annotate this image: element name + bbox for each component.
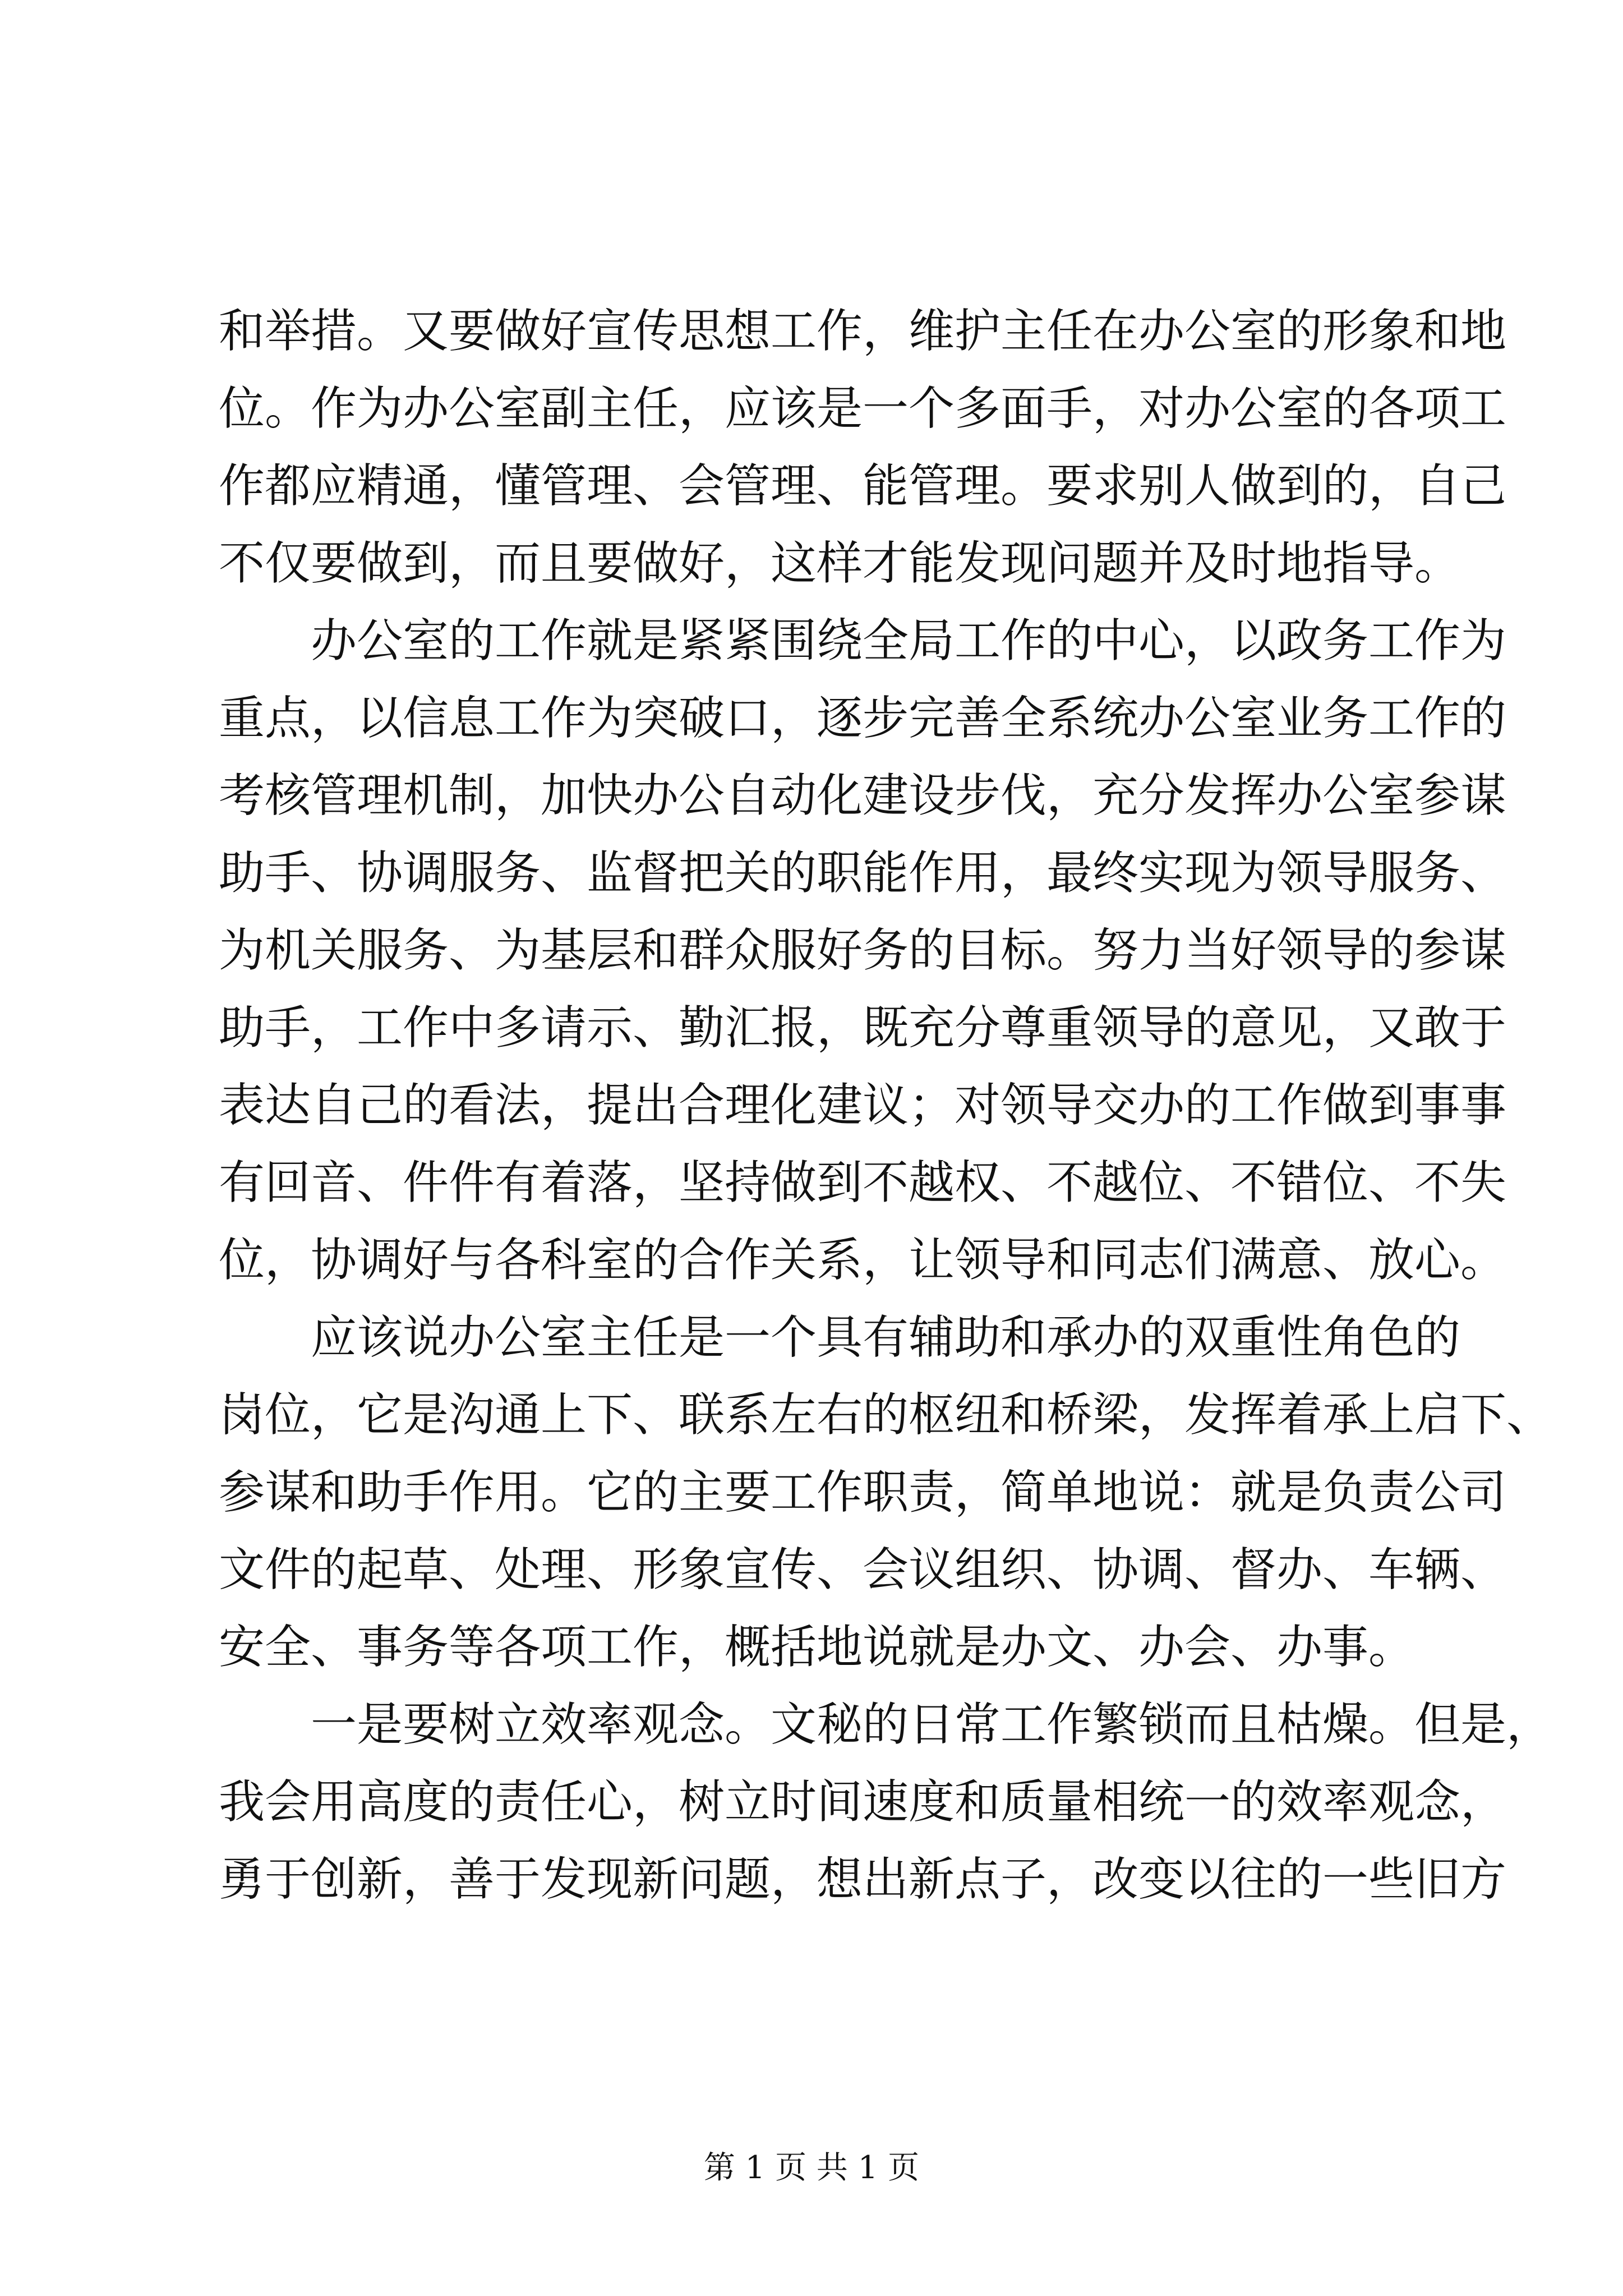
text-line: 勇于创新，善于发现新问题，想出新点子，改变以往的一些旧方 [219, 1853, 1507, 1906]
text-line: 助手，工作中多请示、勤汇报，既充分尊重领导的意见，又敢于 [219, 1001, 1507, 1055]
page-number-footer: 第 1 页 共 1 页 [703, 2150, 920, 2186]
text-line: 文件的起草、处理、形象宣传、会议组织、协调、督办、车辆、 [219, 1543, 1507, 1596]
document-body [219, 293, 1553, 1918]
text-line: 作都应精通，懂管理、会管理、能管理。要求别人做到的，自己 [219, 459, 1507, 513]
text-line: 考核管理机制，加快办公自动化建设步伐，充分发挥办公室参谋 [219, 769, 1507, 822]
text-line: 表达自己的看法，提出合理化建议；对领导交办的工作做到事事 [219, 1079, 1507, 1132]
text-line: 和举措。又要做好宣传思想工作，维护主任在办公室的形象和地 [219, 305, 1507, 358]
text-line: 参谋和助手作用。它的主要工作职责，简单地说：就是负责公司 [219, 1466, 1507, 1519]
text-line: 助手、协调服务、监督把关的职能作用，最终实现为领导服务、 [219, 846, 1507, 900]
text-line: 岗位，它是沟通上下、联系左右的枢纽和桥梁，发挥着承上启下、 [219, 1388, 1553, 1442]
text-line: 有回音、件件有着落，坚持做到不越权、不越位、不错位、不失 [219, 1156, 1507, 1209]
text-line: 重点，以信息工作为突破口，逐步完善全系统办公室业务工作的 [219, 692, 1507, 745]
text-line: 为机关服务、为基层和群众服好务的目标。努力当好领导的参谋 [219, 924, 1507, 977]
text-line: 我会用高度的责任心，树立时间速度和质量相统一的效率观念， [219, 1775, 1507, 1829]
text-line: 办公室的工作就是紧紧围绕全局工作的中心，以政务工作为 [219, 614, 1507, 668]
text-line: 位。作为办公室副主任，应该是一个多面手，对办公室的各项工 [219, 382, 1507, 435]
text-line: 一是要树立效率观念。文秘的日常工作繁锁而且枯燥。但是， [219, 1698, 1553, 1751]
text-line: 不仅要做到，而且要做好，这样才能发现问题并及时地指导。 [219, 537, 1461, 590]
text-line: 安全、事务等各项工作，概括地说就是办文、办会、办事。 [219, 1621, 1415, 1674]
text-line: 应该说办公室主任是一个具有辅助和承办的双重性角色的 [219, 1311, 1461, 1364]
text-line: 位，协调好与各科室的合作关系，让领导和同志们满意、放心。 [219, 1234, 1507, 1287]
